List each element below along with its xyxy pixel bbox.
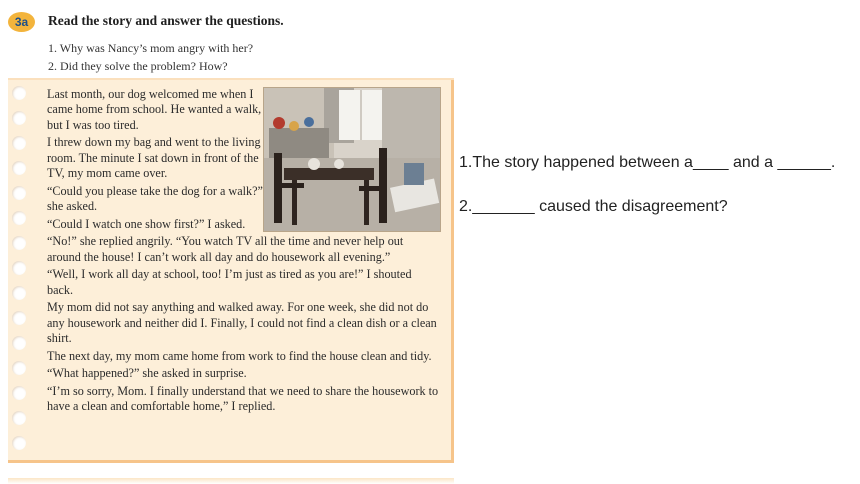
story-paragraph: Last month, our dog welcomed me when I came home from school. He wanted a walk, but I was too tired. (47, 87, 262, 132)
story-paragraph: “Could I watch one show first?” I asked. (47, 216, 246, 231)
exercise-heading: Read the story and answer the questions. (48, 13, 284, 28)
panel-bottom-edge (8, 478, 454, 484)
story-paragraph: “Well, I work all day at school, too! I’m just as tired as you are!” I shouted back. (47, 267, 412, 297)
hole-icon (12, 411, 26, 425)
question-2: 2. Did they solve the problem? How? (48, 59, 228, 73)
hole-icon (12, 261, 26, 275)
story-paragraph: “What happened?” she asked in surprise. (47, 366, 247, 381)
hole-icon (12, 136, 26, 150)
story-paragraph: “Could you please take the dog for a walk?” she asked. (47, 183, 263, 214)
hole-icon (12, 111, 26, 125)
story-paragraph: I threw down my bag and went to the living room. The minute I sat down in front of the TV, my mom came over. (47, 135, 261, 181)
hole-icon (12, 436, 26, 450)
hole-icon (12, 286, 26, 300)
story-paragraph: My mom did not say anything and walked away. For one week, she did not do any housework and neither did I. Finally, I could not find a clean dish or a clean shirt. (47, 300, 437, 346)
story-paragraph: The next day, my mom came home from work to find the house clean and tidy. (47, 348, 432, 363)
hole-icon (12, 386, 26, 400)
hole-icon (12, 161, 26, 175)
fill-in-question-1: 1.The story happened between a____ and a ______. (459, 154, 836, 171)
story-paragraph: “No!” she replied angrily. “You watch TV all the time and never help out around the house! I can’t work all day and do housework all evening.” (47, 234, 404, 264)
hole-icon (12, 236, 26, 250)
hole-icon (12, 311, 26, 325)
story-paragraph: “I’m so sorry, Mom. I finally understand that we need to share the housework to have a clean and comfortable home,” I replied. (47, 384, 439, 414)
hole-icon (12, 211, 26, 225)
fill-in-question-2: 2._______ caused the disagreement? (459, 198, 728, 215)
hole-icon (12, 361, 26, 375)
story-text (47, 87, 439, 417)
question-1: 1. Why was Nancy’s mom angry with her? (48, 41, 254, 55)
hole-icon (12, 86, 26, 100)
hole-icon (12, 336, 26, 350)
hole-icon (12, 186, 26, 200)
exercise-number-badge: 3a (8, 12, 35, 32)
